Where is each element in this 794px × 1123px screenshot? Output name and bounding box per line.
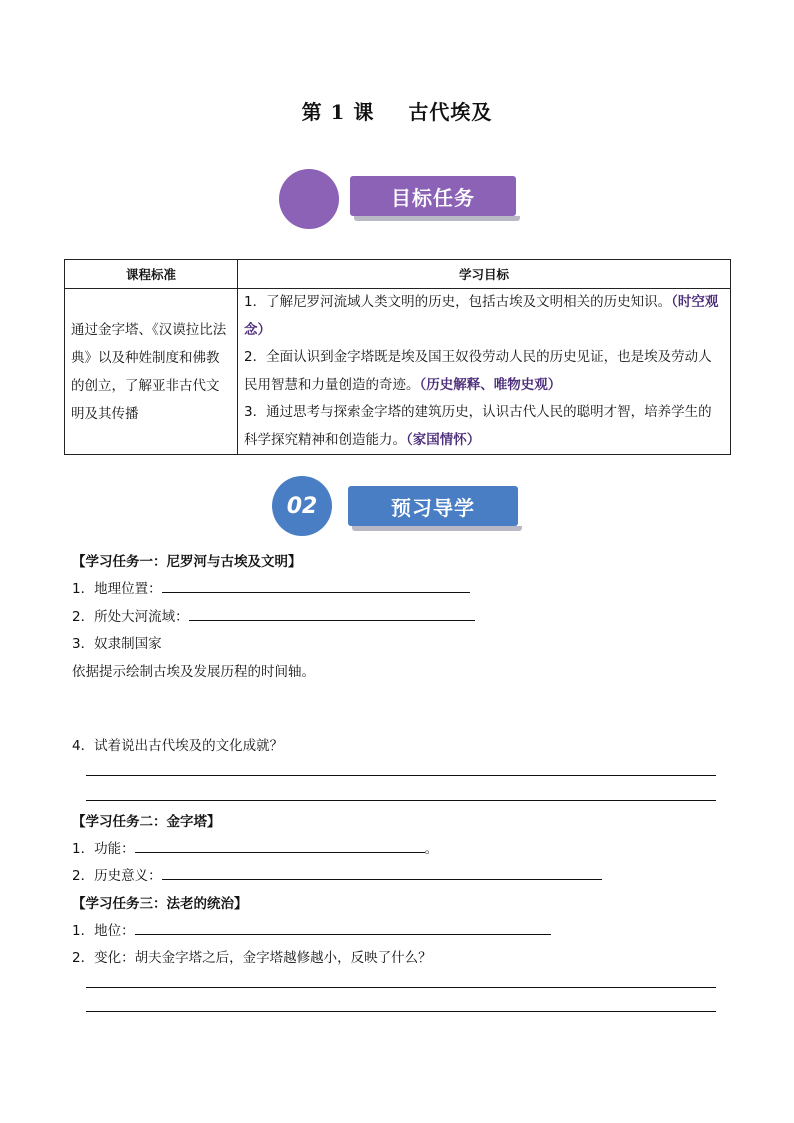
task-heading: 【学习任务三：法老的统治】 — [72, 896, 248, 912]
table-row — [65, 289, 731, 455]
table-header-row — [65, 260, 731, 289]
answer-line[interactable] — [86, 775, 716, 776]
pie-badge-icon — [276, 166, 342, 232]
question-location: 1．地理位置： — [72, 577, 470, 597]
task-heading: 【学习任务一：尼罗河与古埃及文明】 — [72, 554, 302, 570]
task-heading: 【学习任务二：金字塔】 — [72, 814, 221, 830]
answer-line[interactable] — [86, 1011, 716, 1012]
lesson-number: 第 1 课 — [301, 100, 375, 124]
section-number-badge: 02 — [272, 476, 332, 536]
curriculum-table — [64, 259, 731, 455]
timeline-note: 依据提示绘制古埃及发展历程的时间轴。 — [72, 664, 315, 680]
section-label: 预习导学 — [348, 486, 518, 526]
question-significance: 2．历史意义： — [72, 864, 602, 884]
objectives-cell — [238, 289, 731, 455]
answer-line[interactable] — [86, 987, 716, 988]
objective-item: 1．了解尼罗河流域人类文明的历史，包括古埃及文明相关的历史知识。（时空观念） — [244, 294, 719, 338]
question-function: 1．功能： 。 — [72, 837, 438, 857]
question-change: 2．变化：胡夫金字塔之后，金字塔越修越小，反映了什么？ — [72, 950, 432, 966]
table-header-objectives: 学习目标 — [238, 260, 731, 289]
question-culture: 4．试着说出古代埃及的文化成就？ — [72, 738, 284, 754]
answer-blank[interactable] — [135, 920, 551, 935]
table-header-standard: 课程标准 — [65, 260, 238, 289]
question-slave-state: 3．奴隶制国家 — [72, 636, 162, 652]
question-status: 1．地位： — [72, 919, 551, 939]
answer-blank[interactable] — [135, 838, 425, 853]
answer-blank[interactable] — [162, 865, 602, 880]
objective-item: 3．通过思考与探索金字塔的建筑历史，认识古代人民的聪明才智，培养学生的科学探究精神和创造能力。（家国情怀） — [244, 404, 712, 448]
answer-line[interactable] — [86, 800, 716, 801]
lesson-name: 古代埃及 — [408, 100, 493, 124]
answer-blank[interactable] — [162, 578, 470, 593]
curriculum-standard: 通过金字塔、《汉谟拉比法典》以及种姓制度和佛教的创立，了解亚非古代文明及其传播 — [65, 289, 238, 455]
question-river: 2．所处大河流域： — [72, 605, 475, 625]
answer-blank[interactable] — [189, 606, 475, 621]
page-title — [0, 96, 794, 125]
objective-item: 2．全面认识到金字塔既是埃及国王奴役劳动人民的历史见证，也是埃及劳动人民用智慧和力量创造的奇迹。（历史解释、唯物史观） — [244, 349, 712, 393]
section-label: 目标任务 — [350, 176, 516, 216]
